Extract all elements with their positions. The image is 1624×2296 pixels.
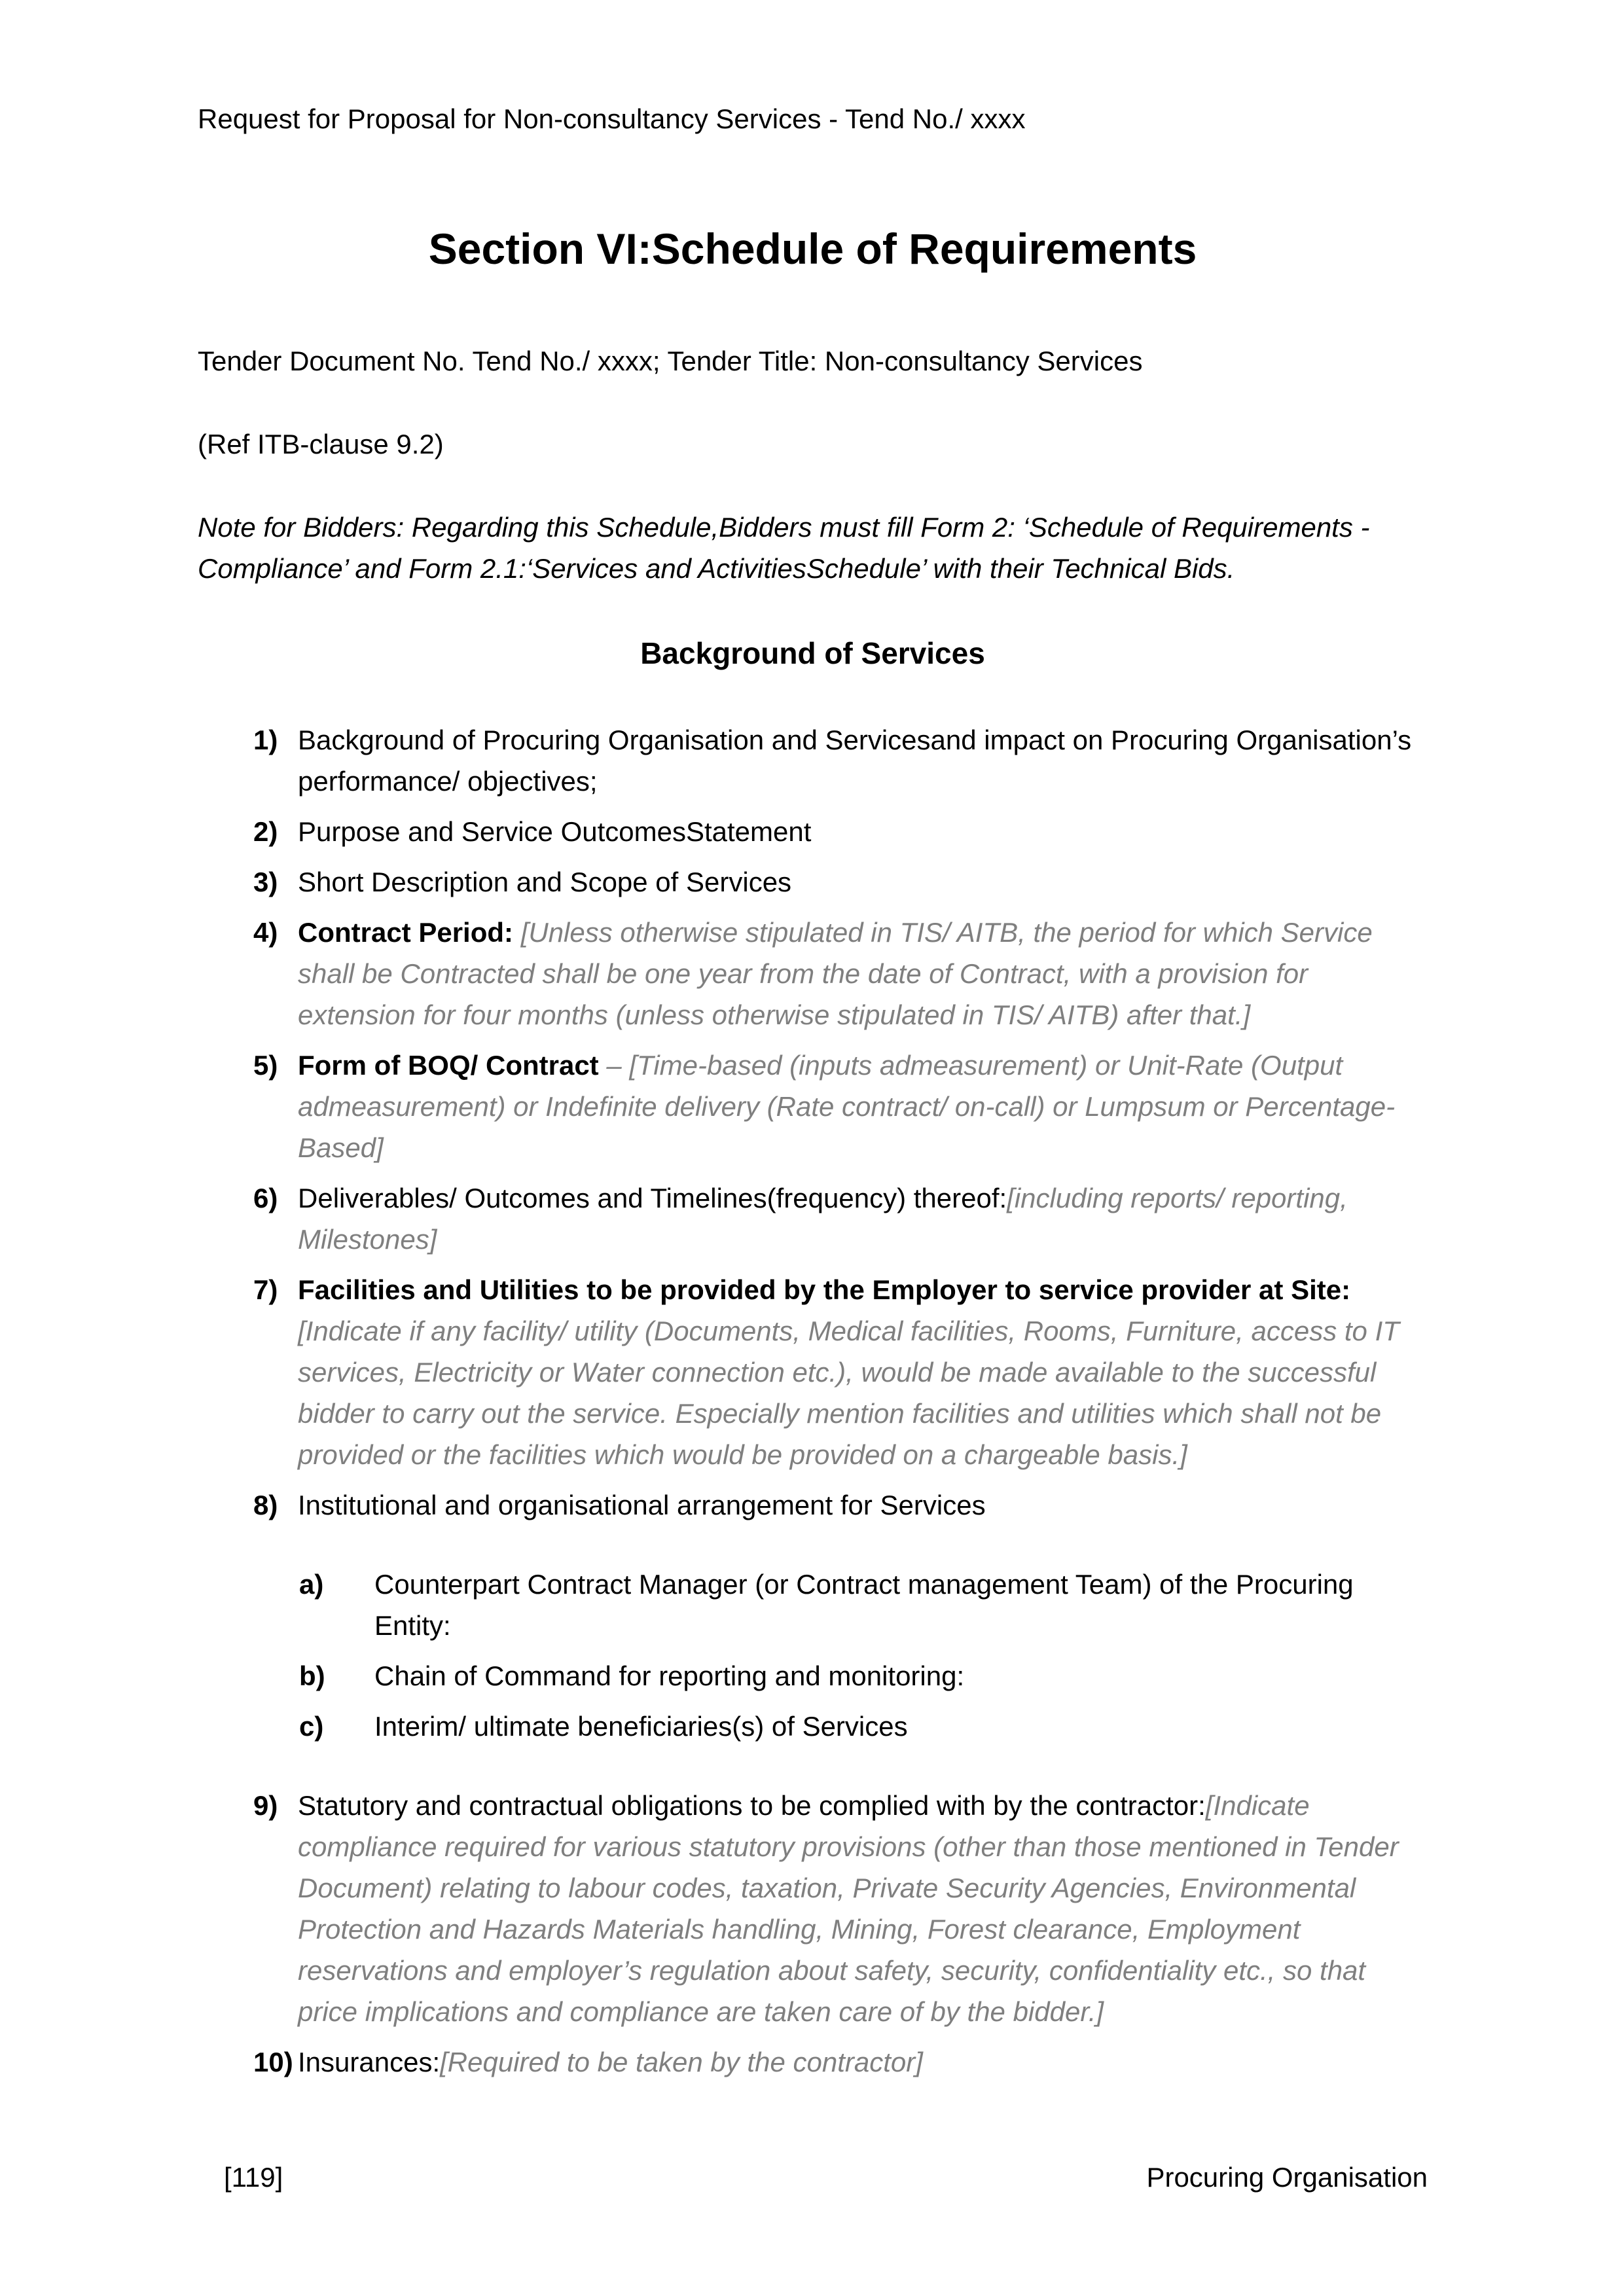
list-item [253, 811, 1428, 852]
list-item-text: Facilities and Utilities to be provided by the Employer to service provider at Site: [Indicate if any facility/ utility (Documents, Medical facilities, Rooms, Furniture, access to IT services, Electricity or Water connection etc.), would be made available to the successful bidder to carry out the service. Especially mention facilities and utilities which shall not be provided or the facilities which would be provided on a chargeable basis.] [298, 1274, 1399, 1471]
sub-list-item-letter: a) [299, 1569, 324, 1600]
itb-clause-reference: (Ref ITB-clause 9.2) [198, 429, 444, 460]
sub-list-item-letter: b) [299, 1660, 325, 1692]
list-item-text: Insurances:[Required to be taken by the contractor] [298, 2047, 923, 2078]
page-footer [198, 2157, 1428, 2198]
list-item-text: Purpose and Service OutcomesStatement [298, 816, 812, 848]
list-item [253, 2041, 1428, 2083]
list-item-number: 5) [253, 1050, 278, 1081]
list-item-number: 2) [253, 816, 278, 848]
list-item [253, 1484, 1428, 1526]
sub-list-item-text: Interim/ ultimate beneficiaries(s) of Services [374, 1711, 908, 1742]
list-item [253, 1269, 1428, 1475]
sub-list-item [299, 1706, 1428, 1747]
list-item-number: 1) [253, 725, 278, 756]
list-item-text: Statutory and contractual obligations to be complied with by the contractor:[Indicate compliance required for various statutory provisions (other than those mentioned in Tender Document) relating to labour codes, taxation, Private Security Agencies, Environmental Protection and Hazards Materials handling, Mining, Forest clearance, Employment reservations and employer’s regulation about safety, security, confidentiality etc., so that price implications and compliance are taken care of by the bidder.] [298, 1790, 1399, 2028]
page-number: [119] [224, 2162, 283, 2193]
requirements-list [198, 719, 1428, 2083]
list-item-text: Deliverables/ Outcomes and Timelines(frequency) thereof:[including reports/ reporting, Milestones] [298, 1183, 1348, 1255]
list-item-number: 10) [253, 2047, 293, 2078]
list-item-text: Contract Period: [Unless otherwise stipulated in TIS/ AITB, the period for which Service shall be Contracted shall be one year from the date of Contract, with a provision for extension for four months (unless otherwise stipulated in TIS/ AITB) after that.] [298, 917, 1373, 1031]
sub-list-item-text: Counterpart Contract Manager (or Contract management Team) of the Procuring Entity: [374, 1569, 1354, 1641]
sub-list-item [299, 1564, 1428, 1646]
list-item-text: Institutional and organisational arrangement for Services [298, 1490, 986, 1521]
list-item-number: 4) [253, 917, 278, 948]
list-item-text: Short Description and Scope of Services [298, 867, 792, 898]
footer-organisation-label: Procuring Organisation [1146, 2162, 1428, 2193]
background-of-services-heading: Background of Services [640, 636, 985, 671]
section-title: Section VI:Schedule of Requirements [428, 224, 1197, 273]
list-item-number: 9) [253, 1790, 278, 1821]
sub-list-item-letter: c) [299, 1711, 324, 1742]
list-item [253, 912, 1428, 1035]
list-item [253, 1177, 1428, 1260]
running-header: Request for Proposal for Non-consultancy Services - Tend No./ xxxx [198, 103, 1026, 134]
list-item [253, 1045, 1428, 1168]
list-item-text: Background of Procuring Organisation and Servicesand impact on Procuring Organisation’s performance/ objectives; [298, 725, 1412, 797]
list-item-number: 6) [253, 1183, 278, 1214]
sub-list-item [299, 1655, 1428, 1696]
list-item-number: 3) [253, 867, 278, 898]
note-for-bidders: Note for Bidders: Regarding this Schedule,Bidders must fill Form 2: ‘Schedule of Requirements - Compliance’ and Form 2.1:‘Services and ActivitiesSchedule’ with their Technical Bids. [198, 512, 1370, 584]
list-item [253, 719, 1428, 802]
sub-list-item-text: Chain of Command for reporting and monitoring: [374, 1660, 965, 1692]
tender-document-line: Tender Document No. Tend No./ xxxx; Tender Title: Non-consultancy Services [198, 346, 1143, 377]
list-item-text: Form of BOQ/ Contract – [Time-based (inputs admeasurement) or Unit-Rate (Output admeasurement) or Indefinite delivery (Rate contract/ on-call) or Lumpsum or Percentage-Based] [298, 1050, 1396, 1164]
list-item [253, 861, 1428, 903]
list-item-number: 8) [253, 1490, 278, 1521]
sub-list [253, 1564, 1428, 1747]
list-item [253, 1785, 1428, 2032]
list-item-number: 7) [253, 1274, 278, 1306]
